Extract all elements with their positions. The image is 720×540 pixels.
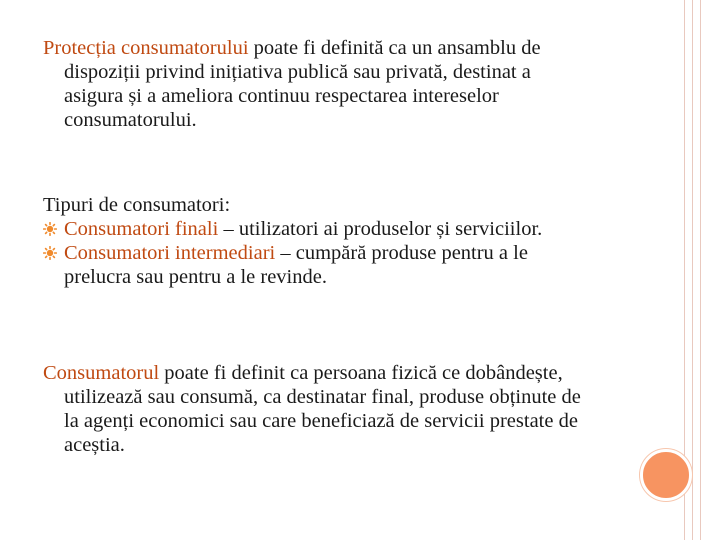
consumer-type-description: – cumpără produse pentru a le xyxy=(275,242,528,264)
decorative-vertical-line xyxy=(700,0,701,540)
definition-protection-line-2: dispoziții privind inițiativa publică sau privată, destinat a xyxy=(64,61,531,83)
sun-bullet-icon xyxy=(43,246,57,260)
definition-consumer-line-1-rest: poate fi definit ca persoana fizică ce dobândește, xyxy=(159,362,563,384)
consumer-types-section xyxy=(43,193,542,289)
sun-bullet-icon xyxy=(43,222,57,236)
definition-protection-line-1-rest: poate fi definită ca un ansamblu de xyxy=(248,37,541,59)
definition-consumer-line-2: utilizează sau consumă, ca destinatar final, produse obținute de xyxy=(64,386,581,408)
consumer-type-term: Consumatori intermediari xyxy=(64,242,276,264)
consumer-type-continuation: prelucra sau pentru a le revinde. xyxy=(64,266,327,288)
consumer-type-description: – utilizatori ai produselor și serviciilor. xyxy=(218,218,543,240)
definition-protection-line-1 xyxy=(43,36,541,60)
definition-consumer-paragraph xyxy=(43,361,581,457)
definition-protection-paragraph xyxy=(43,36,541,132)
consumer-type-item xyxy=(43,217,542,241)
definition-consumer-line-3: la agenți economici sau care beneficiază de servicii prestate de xyxy=(64,410,578,432)
definition-protection-line-4: consumatorului. xyxy=(64,109,197,131)
definition-consumer-term: Consumatorul xyxy=(43,362,160,384)
decorative-vertical-line xyxy=(692,0,693,540)
definition-consumer-line-1 xyxy=(43,361,581,385)
definition-consumer-line-4: aceștia. xyxy=(64,434,125,456)
consumer-types-heading: Tipuri de consumatori: xyxy=(43,194,231,216)
consumer-type-item xyxy=(43,241,542,265)
consumer-type-term: Consumatori finali xyxy=(64,218,219,240)
definition-protection-line-3: asigura și a ameliora continuu respectarea intereselor xyxy=(64,85,499,107)
definition-protection-term: Protecția consumatorului xyxy=(43,37,249,59)
orange-circle-icon xyxy=(640,449,692,501)
